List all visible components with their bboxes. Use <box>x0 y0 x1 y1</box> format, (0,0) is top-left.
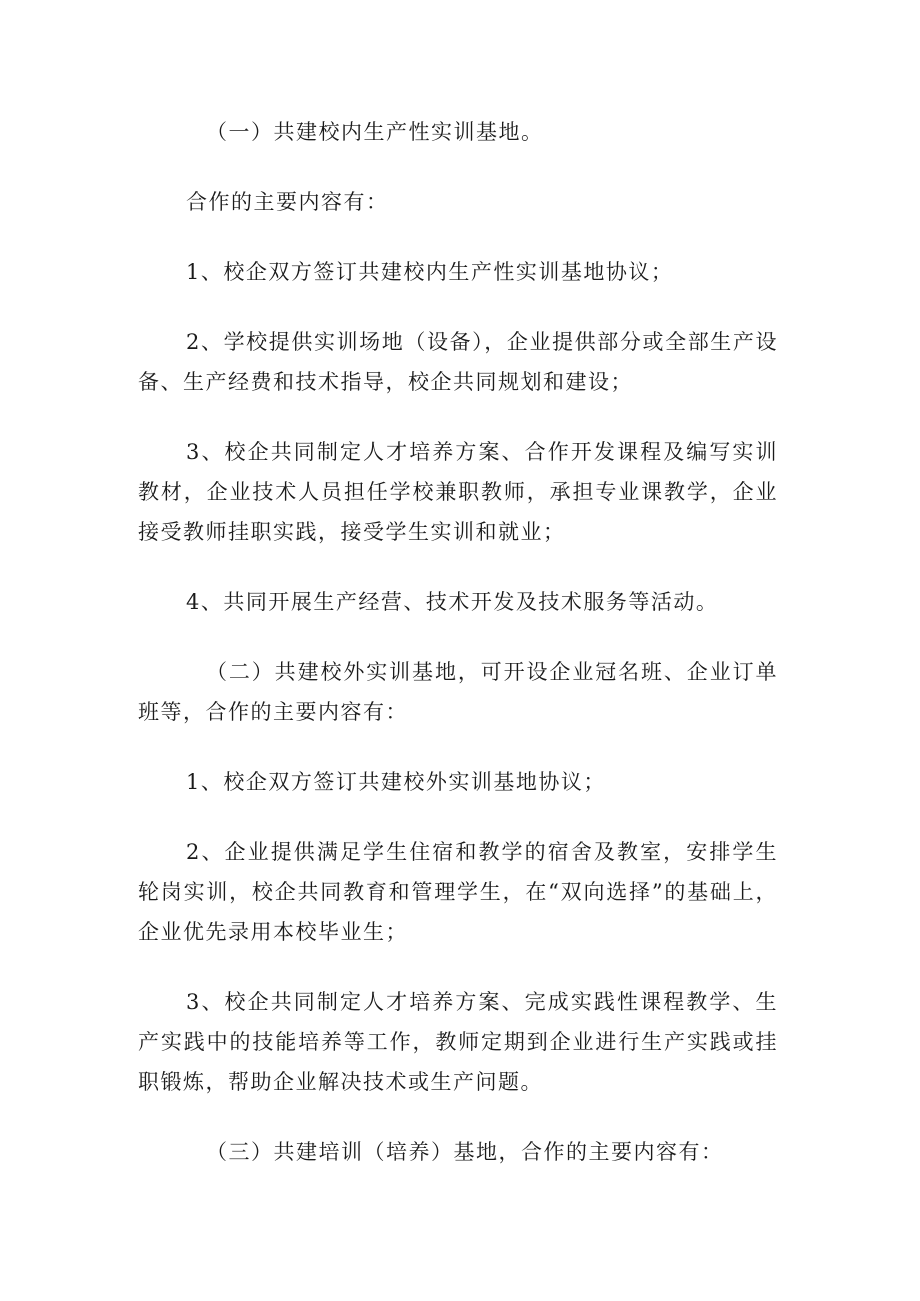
section-1-item-1: 1、校企双方签订共建校内生产性实训基地协议； <box>186 260 674 284</box>
section-1-heading: （一）共建校内生产性实训基地。 <box>206 120 544 144</box>
section-1-item-2: 2、学校提供实训场地（设备），企业提供部分或全部生产设备、生产经费和技术指导，校企共同规划和建设； <box>138 330 778 394</box>
section-1-intro: 合作的主要内容有： <box>186 190 389 214</box>
section-3-heading: （三）共建培训（培养）基地，合作的主要内容有： <box>206 1140 724 1164</box>
section-2-heading: （二）共建校外实训基地，可开设企业冠名班、企业订单班等，合作的主要内容有： <box>138 660 778 724</box>
section-1-item-4: 4、共同开展生产经营、技术开发及技术服务等活动。 <box>186 590 719 614</box>
section-2-item-1: 1、校企双方签订共建校外实训基地协议； <box>186 770 606 794</box>
section-2-item-3: 3、校企共同制定人才培养方案、完成实践性课程教学、生产实践中的技能培养等工作，教师定期到企业进行生产实践或挂职锻炼，帮助企业解决技术或生产问题。 <box>138 990 778 1094</box>
document-body <box>138 112 778 1202</box>
section-2-item-2: 2、企业提供满足学生住宿和教学的宿舍及教室，安排学生轮岗实训，校企共同教育和管理学生，在“双向选择”的基础上，企业优先录用本校毕业生； <box>138 840 778 944</box>
section-1-item-3: 3、校企共同制定人才培养方案、合作开发课程及编写实训教材，企业技术人员担任学校兼职教师，承担专业课教学，企业接受教师挂职实践，接受学生实训和就业； <box>138 440 778 544</box>
